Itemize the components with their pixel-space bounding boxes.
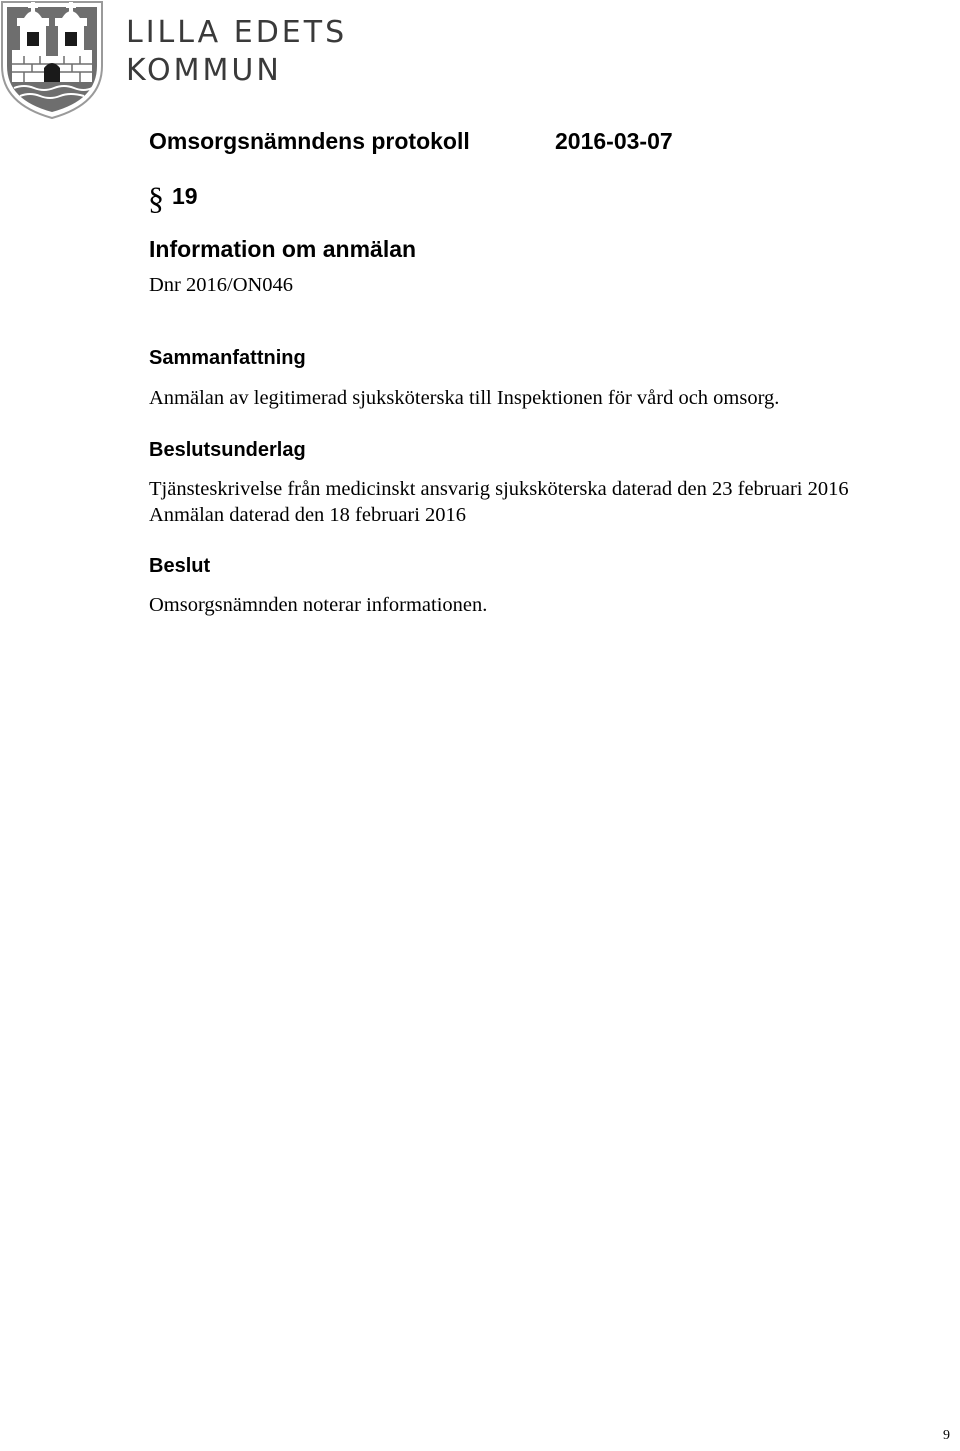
coat-of-arms-logo bbox=[0, 0, 104, 120]
protocol-title: Omsorgsnämndens protokoll bbox=[149, 128, 470, 154]
beslut-heading: Beslut bbox=[149, 555, 211, 577]
item-title: Information om anmälan bbox=[149, 236, 417, 262]
sammanfattning-heading: Sammanfattning bbox=[149, 347, 306, 369]
beslutsunderlag-item: Anmälan daterad den 18 februari 2016 bbox=[149, 504, 467, 526]
beslut-text: Omsorgsnämnden noterar informationen. bbox=[149, 594, 488, 616]
section-sign: § bbox=[148, 180, 164, 216]
protocol-date: 2016-03-07 bbox=[555, 128, 673, 154]
diary-number: Dnr 2016/ON046 bbox=[149, 274, 294, 296]
page-number: 9 bbox=[943, 1428, 950, 1443]
beslutsunderlag-item: Tjänsteskrivelse från medicinskt ansvarig sjuksköterska daterad den 23 februari 2016 bbox=[149, 478, 849, 500]
section-number: 19 bbox=[172, 183, 198, 209]
beslutsunderlag-heading: Beslutsunderlag bbox=[149, 439, 306, 461]
municipality-name-line2: KOMMUN bbox=[126, 53, 282, 88]
municipality-name-line1: LILLA EDETS bbox=[126, 15, 348, 50]
sammanfattning-text: Anmälan av legitimerad sjuksköterska till Inspektionen för vård och omsorg. bbox=[149, 387, 780, 409]
